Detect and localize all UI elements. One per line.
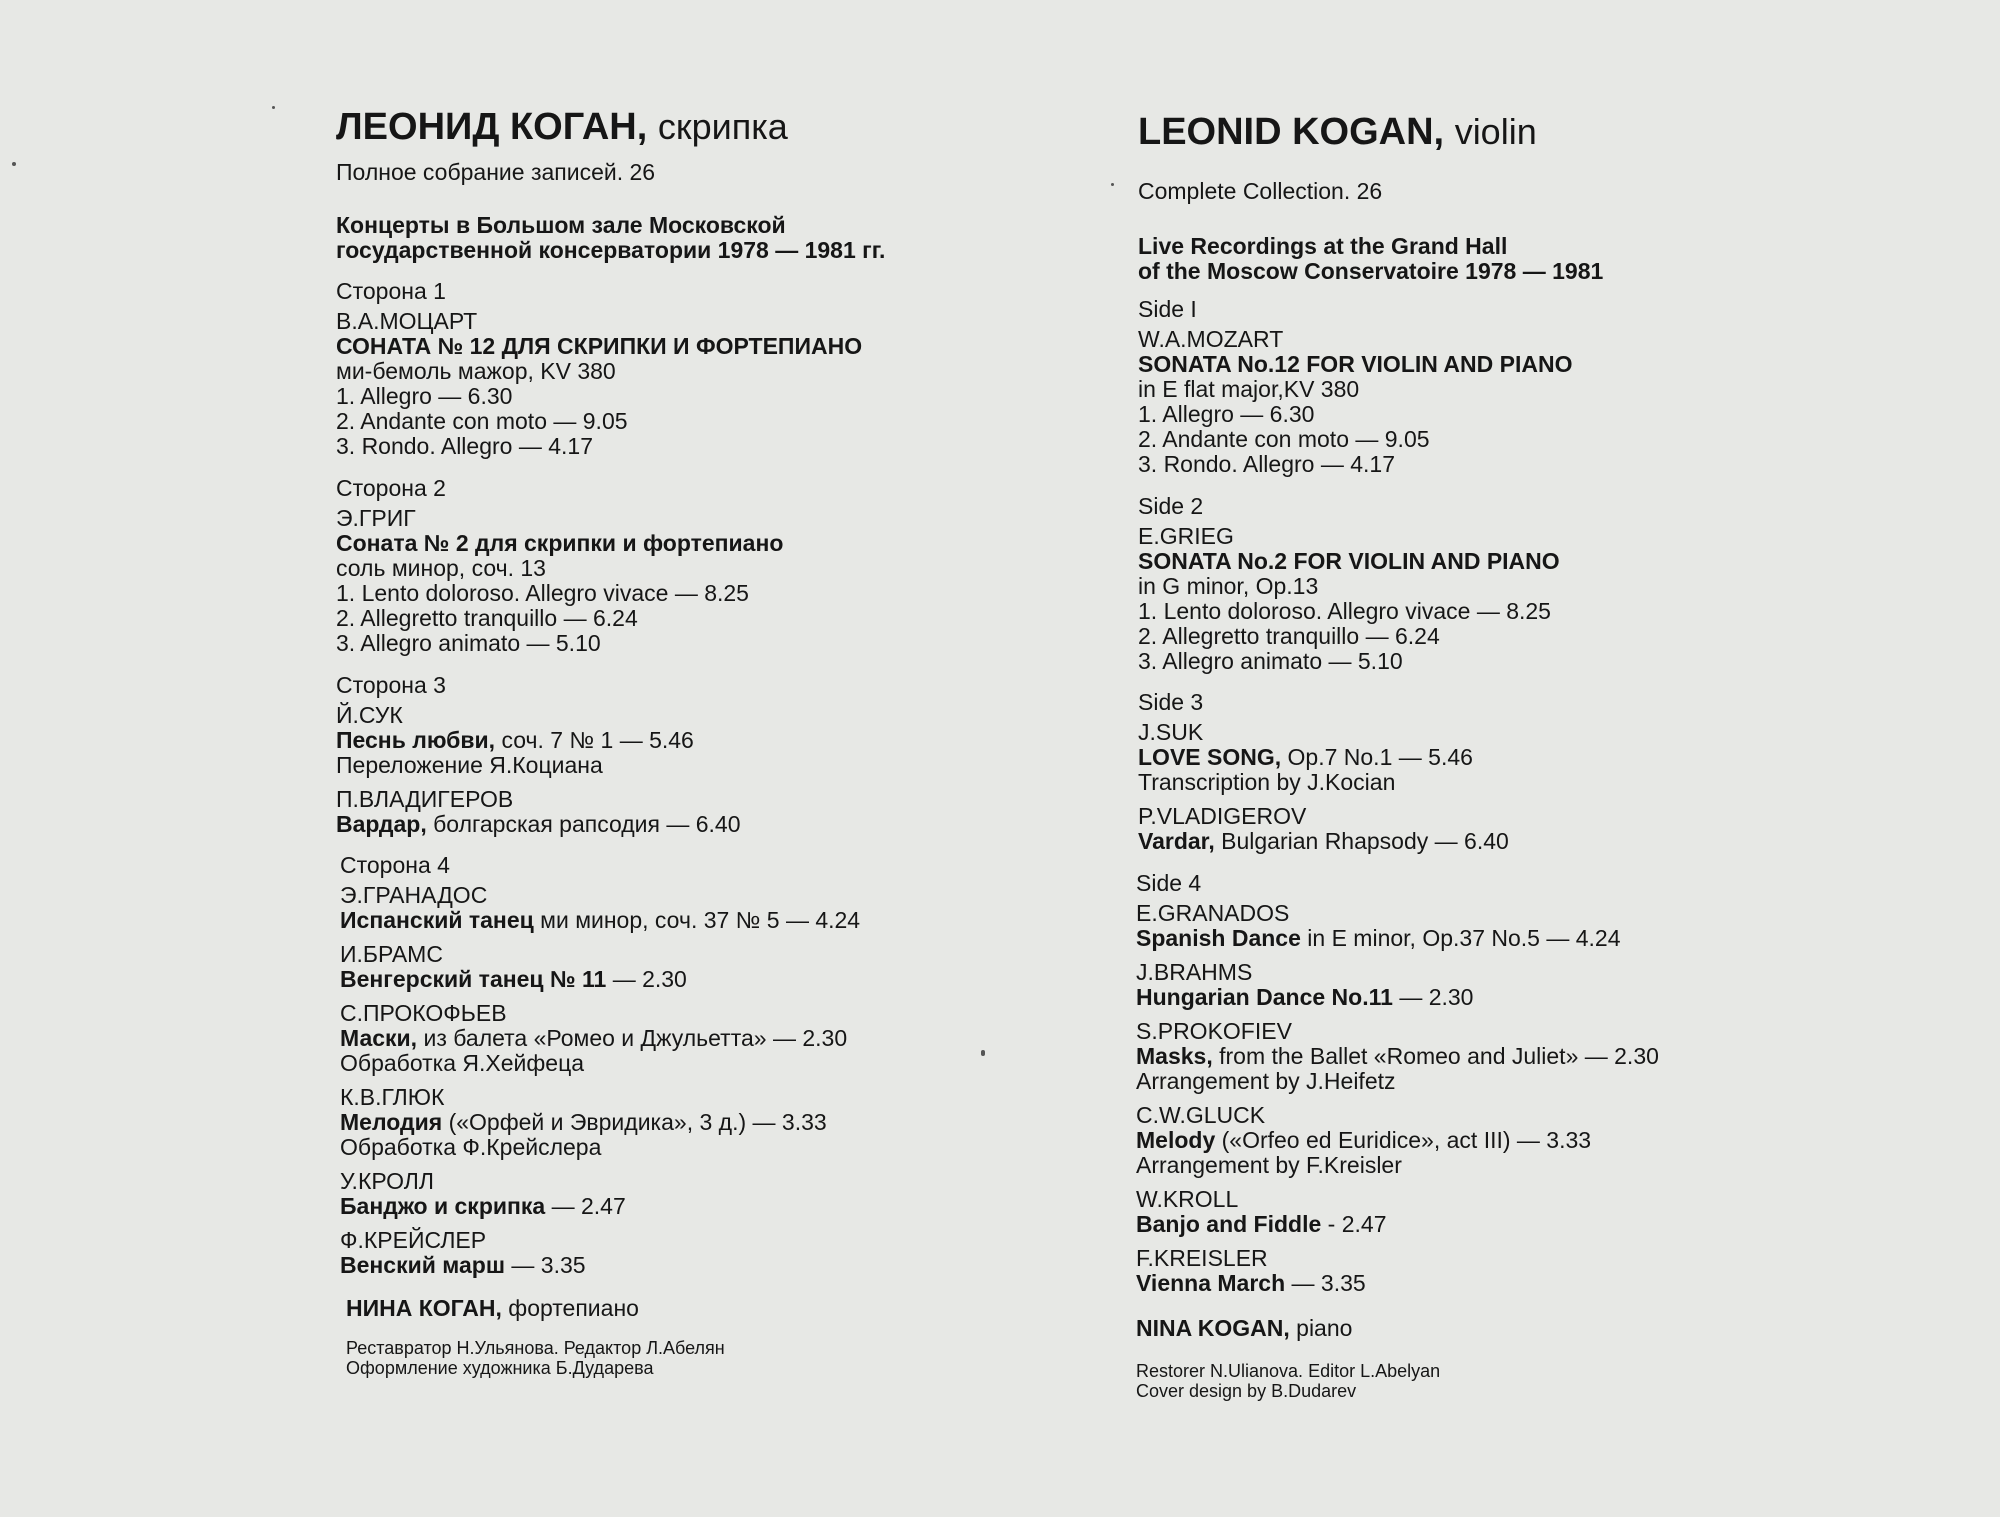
work-title: Маски, (340, 1025, 418, 1051)
work-line (1136, 1212, 1659, 1237)
movement: 3. Rondo. Allegro — 4.17 (336, 433, 593, 459)
side-label: Side I (1138, 296, 1197, 322)
work-line (340, 1110, 860, 1135)
work-title: Banjo and Fiddle (1136, 1211, 1322, 1237)
side-label: Side 4 (1136, 870, 1202, 896)
movement: 2. Allegretto tranquillo — 6.24 (336, 605, 638, 631)
composer: У.КРОЛЛ (340, 1168, 434, 1194)
work-title: SONATA No.2 FOR VIOLIN AND PIANO (1138, 548, 1560, 574)
work-line (1138, 829, 1509, 854)
side-label: Сторона 4 (340, 852, 450, 878)
credits-line: Реставратор Н.Ульянова. Редактор Л.Абелян (346, 1338, 725, 1358)
pianist-role: фортепиано (508, 1295, 639, 1321)
composer: S.PROKOFIEV (1136, 1018, 1292, 1044)
composer: J.BRAHMS (1136, 959, 1253, 985)
work-title: Vienna March (1136, 1270, 1286, 1296)
work-title: Мелодия (340, 1109, 443, 1135)
composer: F.KREISLER (1136, 1245, 1268, 1271)
composer: J.SUK (1138, 719, 1204, 745)
credits (346, 1338, 725, 1378)
composer: Ф.КРЕЙСЛЕР (340, 1227, 487, 1253)
composer: Э.ГРИГ (336, 505, 416, 531)
side-2 (336, 476, 783, 656)
side-3 (336, 673, 741, 837)
collection-subtitle: Complete Collection. 26 (1138, 178, 1383, 204)
work-detail: из балета «Ромео и Джульетта» — 2.30 (423, 1025, 848, 1051)
side-label: Side 2 (1138, 493, 1204, 519)
side-1 (1138, 297, 1572, 477)
movement: 1. Allegro — 6.30 (1138, 401, 1315, 427)
composer: И.БРАМС (340, 941, 443, 967)
work-title: Венский марш (340, 1252, 505, 1278)
work-detail: Op.7 No.1 — 5.46 (1287, 744, 1473, 770)
side-2 (1138, 494, 1560, 674)
work-key: соль минор, соч. 13 (336, 555, 546, 581)
work-line (340, 1194, 860, 1219)
work-key: in E flat major,KV 380 (1138, 376, 1360, 402)
side-3 (1138, 690, 1509, 854)
work-title: Masks, (1136, 1043, 1213, 1069)
side-1 (336, 279, 862, 459)
concert-heading (1138, 234, 1603, 284)
work-line (336, 728, 741, 753)
work-detail: Bulgarian Rhapsody — 6.40 (1221, 828, 1509, 854)
composer: С.ПРОКОФЬЕВ (340, 1000, 507, 1026)
paper-speck (12, 162, 16, 166)
work-detail: in E minor, Op.37 No.5 — 4.24 (1307, 925, 1621, 951)
composer: E.GRIEG (1138, 523, 1234, 549)
composer: W.KROLL (1136, 1186, 1239, 1212)
work-line (1136, 926, 1659, 951)
work-title: SONATA No.12 FOR VIOLIN AND PIANO (1138, 351, 1573, 377)
work-detail: («Орфей и Эвридика», 3 д.) — 3.33 (448, 1109, 827, 1135)
work-title: Melody (1136, 1127, 1216, 1153)
performer-role: скрипка (657, 106, 788, 147)
side-4 (1136, 871, 1659, 1296)
credits-line: Оформление художника Б.Дударева (346, 1358, 654, 1378)
work-line (340, 967, 860, 992)
pianist (346, 1296, 639, 1321)
work-line (1136, 1271, 1659, 1296)
composer: Э.ГРАНАДОС (340, 882, 488, 908)
work-detail: — 2.30 (612, 966, 687, 992)
work-detail: — 2.47 (551, 1193, 626, 1219)
work-title: Венгерский танец № 11 (340, 966, 607, 992)
work-line (1136, 1044, 1659, 1069)
performer-name: LEONID KOGAN, (1138, 111, 1445, 153)
work-line (340, 1253, 860, 1278)
page-title (1138, 110, 1537, 154)
paper-speck (272, 106, 275, 109)
paper-speck (981, 1050, 985, 1056)
movement: 1. Lento doloroso. Allegro vivace — 8.25 (336, 580, 749, 606)
composer: W.A.MOZART (1138, 326, 1284, 352)
work-title: Spanish Dance (1136, 925, 1301, 951)
composer: E.GRANADOS (1136, 900, 1290, 926)
movement: 3. Allegro animato — 5.10 (1138, 648, 1403, 674)
work-line (336, 812, 741, 837)
collection-subtitle: Полное собрание записей. 26 (336, 159, 656, 185)
credits-line: Cover design by B.Dudarev (1136, 1381, 1357, 1401)
work-note: Переложение Я.Коциана (336, 752, 603, 778)
composer: Й.СУК (336, 702, 403, 728)
pianist (1136, 1316, 1352, 1341)
work-title: СОНАТА № 12 ДЛЯ СКРИПКИ И ФОРТЕПИАНО (336, 333, 863, 359)
work-detail: - 2.47 (1327, 1211, 1387, 1237)
work-detail: ми минор, соч. 37 № 5 — 4.24 (540, 907, 861, 933)
composer: П.ВЛАДИГЕРОВ (336, 786, 514, 812)
work-note: Обработка Ф.Крейслера (340, 1134, 602, 1160)
pianist-name: NINA KOGAN, (1136, 1315, 1290, 1341)
work-line (1136, 1128, 1659, 1153)
work-title: Соната № 2 для скрипки и фортепиано (336, 530, 784, 556)
work-detail: from the Ballet «Romeo and Juliet» — 2.30 (1219, 1043, 1659, 1069)
side-4 (340, 853, 860, 1278)
movement: 2. Allegretto tranquillo — 6.24 (1138, 623, 1440, 649)
work-detail: — 3.35 (1291, 1270, 1366, 1296)
composer: К.В.ГЛЮК (340, 1084, 445, 1110)
side-label: Сторона 1 (336, 278, 446, 304)
movement: 1. Lento doloroso. Allegro vivace — 8.25 (1138, 598, 1551, 624)
movement: 2. Andante con moto — 9.05 (1138, 426, 1430, 452)
work-note: Arrangement by J.Heifetz (1136, 1068, 1396, 1094)
side-label: Сторона 3 (336, 672, 446, 698)
side-label: Сторона 2 (336, 475, 446, 501)
concert-heading (336, 213, 885, 263)
concert-heading-line: Live Recordings at the Grand Hall (1138, 233, 1508, 259)
composer: C.W.GLUCK (1136, 1102, 1266, 1128)
pianist-name: НИНА КОГАН, (346, 1295, 502, 1321)
work-detail: болгарская рапсодия — 6.40 (433, 811, 741, 837)
movement: 1. Allegro — 6.30 (336, 383, 513, 409)
composer: В.А.МОЦАРТ (336, 308, 478, 334)
credits (1136, 1361, 1440, 1401)
work-line (340, 1026, 860, 1051)
page-title (336, 105, 788, 149)
work-line (1136, 985, 1659, 1010)
paper-speck (1111, 183, 1114, 186)
performer-name: ЛЕОНИД КОГАН, (336, 106, 648, 148)
work-detail: («Orfeo ed Euridice», act III) — 3.33 (1221, 1127, 1592, 1153)
work-line (1138, 745, 1509, 770)
work-title: Hungarian Dance No.11 (1136, 984, 1393, 1010)
movement: 3. Rondo. Allegro — 4.17 (1138, 451, 1395, 477)
movement: 2. Andante con moto — 9.05 (336, 408, 628, 434)
concert-heading-line: Концерты в Большом зале Московской (336, 212, 786, 238)
concert-heading-line: of the Moscow Conservatoire 1978 — 1981 (1138, 258, 1604, 284)
performer-role: violin (1454, 111, 1537, 152)
movement: 3. Allegro animato — 5.10 (336, 630, 601, 656)
work-note: Обработка Я.Хейфеца (340, 1050, 585, 1076)
work-title: LOVE SONG, (1138, 744, 1282, 770)
work-title: Испанский танец (340, 907, 534, 933)
work-line (340, 908, 860, 933)
composer: P.VLADIGEROV (1138, 803, 1307, 829)
work-title: Песнь любви, (336, 727, 496, 753)
work-title: Vardar, (1138, 828, 1215, 854)
work-note: Transcription by J.Kocian (1138, 769, 1396, 795)
work-detail: соч. 7 № 1 — 5.46 (501, 727, 694, 753)
concert-heading-line: государственной консерватории 1978 — 1981 гг. (336, 237, 886, 263)
side-label: Side 3 (1138, 689, 1204, 715)
work-key: in G minor, Op.13 (1138, 573, 1319, 599)
credits-line: Restorer N.Ulianova. Editor L.Abelyan (1136, 1361, 1441, 1381)
work-detail: — 2.30 (1399, 984, 1474, 1010)
work-title: Банджо и скрипка (340, 1193, 546, 1219)
work-key: ми-бемоль мажор, KV 380 (336, 358, 616, 384)
work-title: Вардар, (336, 811, 427, 837)
work-note: Arrangement by F.Kreisler (1136, 1152, 1402, 1178)
work-detail: — 3.35 (511, 1252, 586, 1278)
pianist-role: piano (1296, 1315, 1353, 1341)
